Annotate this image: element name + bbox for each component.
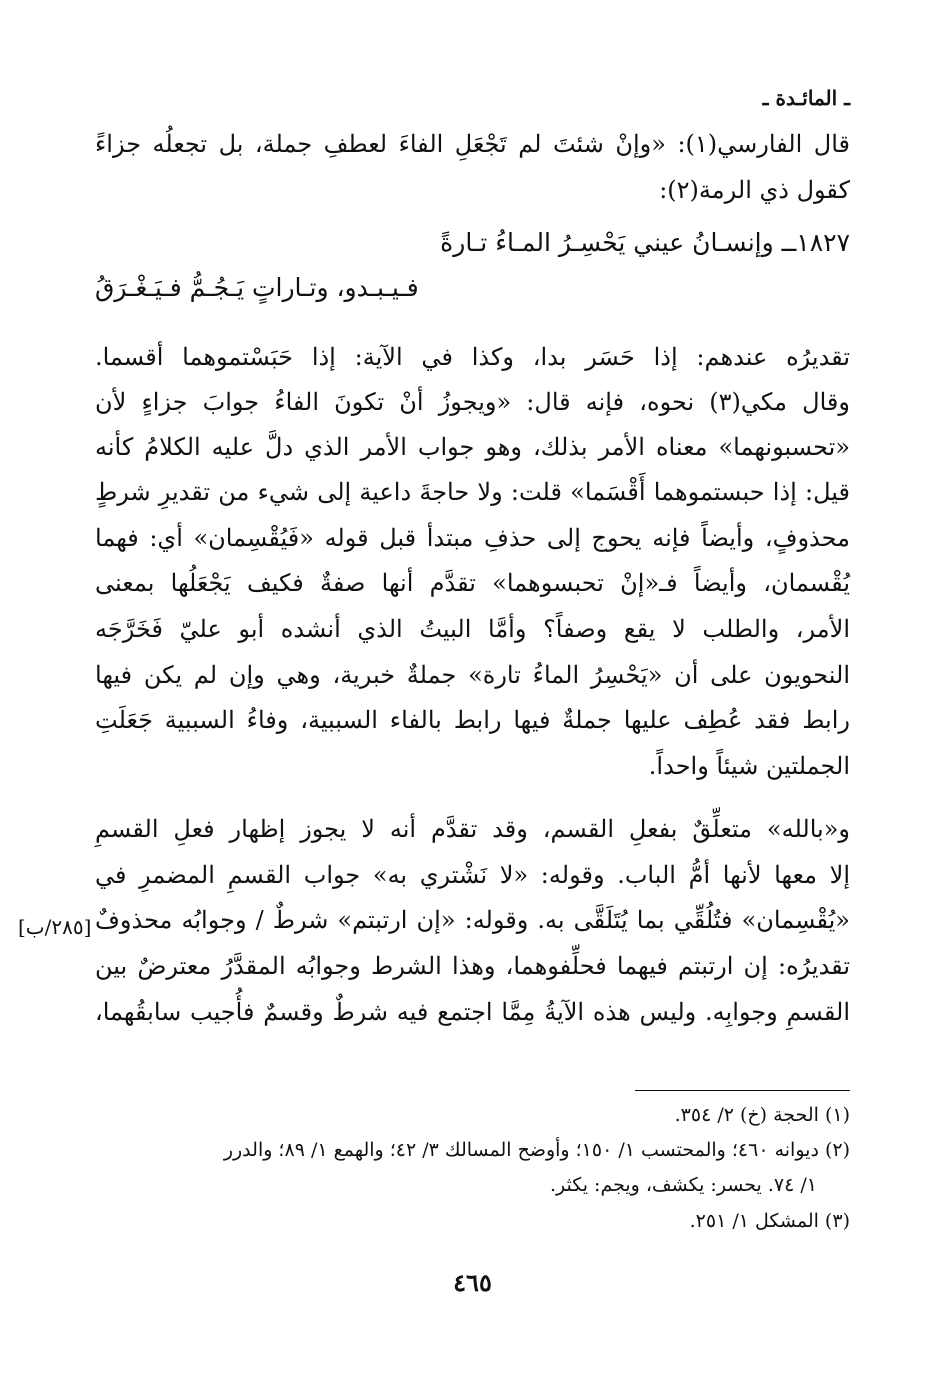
footnote: (١) الحجة (خ) ٢/ ٣٥٤. xyxy=(674,1104,850,1126)
text-line: رابط فقد عُطِف عليها جملةٌ فيها رابط بالفاء السببية، وفاءُ السببية جَعَلَتِ xyxy=(95,706,850,734)
verse-first-hemistich: ١٨٢٧ــ وإنسـانُ عيني يَحْسِـرُ المـاءُ تـارةً xyxy=(440,228,850,257)
text-line: «تحسبونهما» معناه الأمر بذلك، وهو جواب الأمر الذي دلَّ عليه الكلامُ كأنه xyxy=(95,433,851,461)
text-line: و«بالله» متعلِّقٌ بفعلِ القسم، وقد تقدَّم أنه لا يجوز إظهار فعلِ القسمِ xyxy=(95,815,850,843)
manuscript-folio-marker: [٢٨٥/ب] xyxy=(18,915,92,939)
text-line: محذوفٍ، وأيضاً فإنه يحوج إلى حذفِ مبتدأ قبل قوله «فَيُقْسِمان» أي: فهما xyxy=(95,524,850,552)
text-line: يُقْسمان، وأيضاً فـ«إنْ تحبسوهما» تقدَّم أنها صفةٌ فكيف يَجْعَلُها بمعنى xyxy=(95,569,850,597)
verse-second-hemistich: فـيـبـدو، وتـاراتٍ يَـجُـمُّ فـيَـغْـرَقُ xyxy=(95,273,419,302)
text-line: قال الفارسي(١): «وإنْ شئتَ لم تَجْعَلِ الفاءَ لعطفِ جملة، بل تجعلُه جزاءً xyxy=(95,130,850,158)
footnote: (٢) ديوانه ٤٦٠؛ والمحتسب ١/ ١٥٠؛ وأوضح المسالك ٣/ ٤٢؛ والهمع ١/ ٨٩؛ والدرر xyxy=(223,1139,850,1161)
text-line: «يُقْسِمان» فتُلُقِّي بما يُتَلَقَّى به. وقوله: «إن ارتبتم» شرطٌ / وجوابُه محذوفٌ xyxy=(95,906,850,934)
text-line: تقديرُه: إن ارتبتم فيهما فحلِّفوهما، وهذا الشرط وجوابُه المقدَّرُ معترضٌ بين xyxy=(95,952,850,980)
text-line: الجملتين شيئاً واحداً. xyxy=(648,752,850,780)
text-line: الأمر، والطلب لا يقع وصفاً؟ وأمَّا البيتُ الذي أنشده أبو عليّ فَخَرَّجَه xyxy=(95,615,850,643)
text-line: القسمِ وجوابِه. وليس هذه الآيةُ مِمَّا اجتمع فيه شرطٌ وقسمٌ فأُجيب سابقُهما، xyxy=(95,998,850,1026)
footnote-continuation: ١/ ٧٤. يحسر: يكشف، ويجم: يكثر. xyxy=(549,1174,817,1196)
page-number: ٤٦٥ xyxy=(453,1268,492,1297)
footnote: (٣) المشكل ١/ ٢٥١. xyxy=(689,1210,850,1232)
text-line: إلا معها لأنها أمُّ الباب. وقوله: «لا نَشْتري به» جواب القسمِ المضمرِ في xyxy=(95,861,850,889)
text-line: وقال مكي(٣) نحوه، فإنه قال: «ويجوزُ أنْ تكونَ الفاءُ جوابَ جزاءٍ لأن xyxy=(95,388,850,416)
footnote-separator xyxy=(635,1090,850,1091)
text-line: قيل: إذا حبستموهما أَقْسَما» قلت: ولا حاجةَ داعية إلى شيء من تقديرِ شرطٍ xyxy=(95,478,850,506)
running-header: ـ المائـدة ـ xyxy=(762,86,850,110)
text-line: تقديرُه عندهم: إذا حَسَر بدا، وكذا في الآية: إذا حَبَسْتموهما أقسما. xyxy=(95,343,850,371)
text-line: النحويون على أن «يَحْسِرُ الماءُ تارة» جملةٌ خبرية، وهي وإن لم يكن فيها xyxy=(95,661,850,689)
text-line: كقول ذي الرمة(٢): xyxy=(659,176,850,204)
